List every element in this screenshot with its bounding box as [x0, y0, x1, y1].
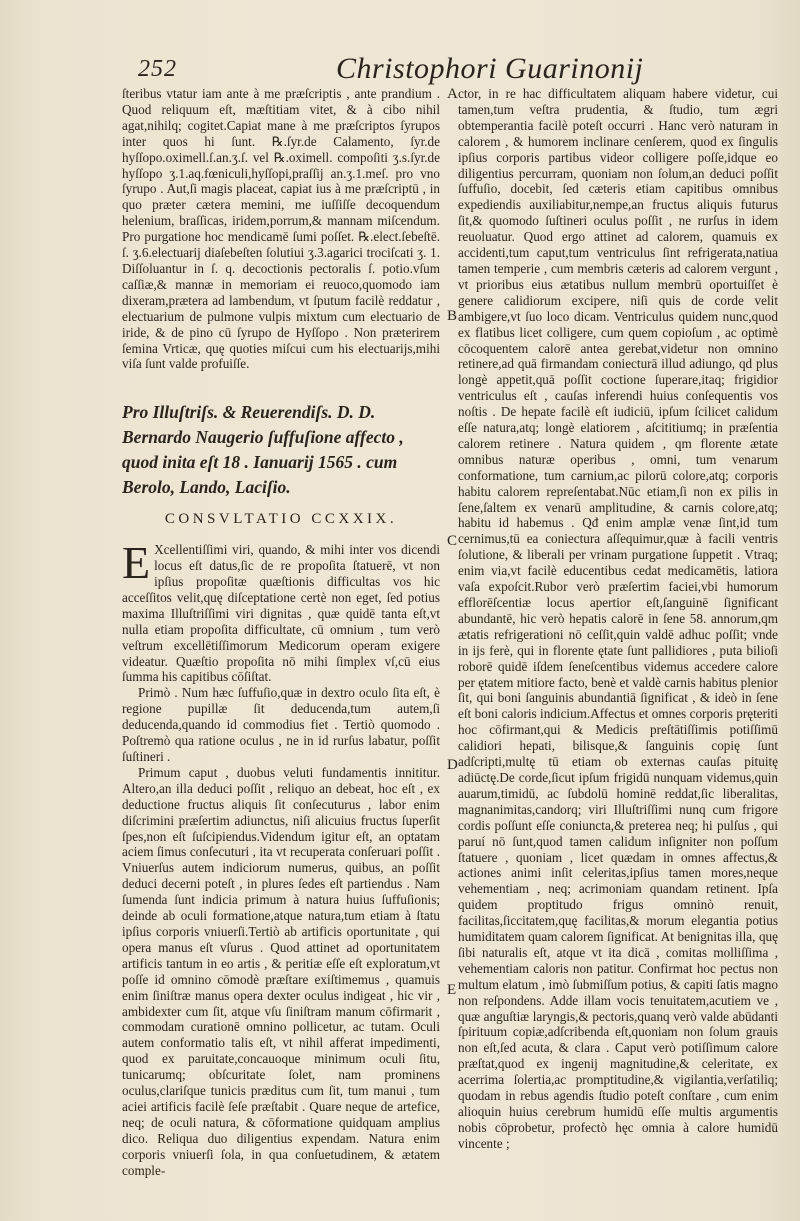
opening-text: Xcellentiſſimi viri, quando, & mihi inter vos dicendi locus eſt datus,ſic de re propoſita ſtatuerē, vt non ipſius propoſitæ quæſtionis difficultas vos hic acceſſitos velit,quę diſceptatione certè non eget, ſed potius maxima Illuſtriſſimi viri dignitas , quæ quidē tanta eſt,vt nulla etiam propoſita difficultate, cū omnium , tum verò veſtrum excellētiſſimorum Medicorum operam exigere videatur. Quæſtio propoſita nō mihi ſimplex vſ,cū eius ſumma his capitibus cōſiſtat.: [122, 542, 440, 685]
margin-letter-a: A: [447, 86, 458, 102]
page-number: 252: [138, 56, 177, 82]
opening-paragraph: [122, 537, 440, 685]
consultation-heading: CONSVLTATIO CCXXIX.: [164, 511, 398, 528]
page-header: [130, 52, 644, 88]
drop-cap: E: [122, 537, 151, 589]
prescription-paragraph: ſteribus vtatur iam ante à me præſcriptis , ante prandium . Quod reliquum eſt, mæſtitiam vitet, & à cibo nihil agat,nihilq; cogitet.Capiat mane à me præſcriptos ſyrupos inter quos hi ſunt. ℞.ſyr.de Calamento, ſyr.de hyſſopo.oximell.ſ.an.ʒ.ſ. vel ℞.oximell. compoſiti ʒ.s.ſyr.de hyſſopo ʒ.1.aq.fœniculi,hyſſopi,praſſij an.ʒ.1.meſ. pro vno ſyrupo . Aut,ſi magis placeat, capiat ius à me præſcriptū , in quo præter cætera memini, me iuſſiſſe decoquendum helenium, braſſicas, iridem,porrum,& mannam miſcendum. Pro purgatione hoc mendicamē ſumi poſſet. ℞.elect.ſebeſtē. ſ. ʒ.6.electuarij diaſebeſten ſolutiui ʒ.3.agarici trociſcati ʒ. 1. Diſſoluantur in ſ. q. decoctionis pectoralis ſ. potio.vſum caſſiæ,& mannæ in memoriam ei reuoco,quomodo iam dixeram,prætera ad lambendum, vt ſputum facilè reddatur , electuarium de pulmone vulpis mixtum cum electuario de iride, & de pino cū ſyrupo de Hyſſopo . Non præterirem ſemina Vrticæ, quę quoties miſcui cum his electuarijs,mihi viſa ſunt valde profuiſſe.: [122, 86, 440, 372]
margin-letter-e: E: [447, 982, 457, 998]
margin-letter-b: B: [447, 308, 458, 324]
case-title: Pro Illuſtriſs. & Reuerendiſs. D. D. Bernardo Naugerio ſuffuſione affecto , quod inita eſt 18 . Ianuarij 1565 . cum Berolo, Lando, Laciſio.: [122, 402, 404, 498]
left-column: [122, 86, 440, 1178]
nature-paragraph: ctor, in re hac difficultatem aliquam habere videtur, cui tamen,tum veſtra prudentia, & ſtudio, tum ægri obtemperantia facilè poteſt occurri . Hanc verò naturam in calorem , & humorem inclinare cenſerem, quod ex ſingulis ipſius corporis partibus videor colligere poſſe,idque eo diligentius percurram, quoniam non ſolum,an deduci poſſit ſuffuſio, docebit, ſed cæteris etiam capitibus omnibus expediendis auxiliabitur,nempe,an fructus aliquis futurus ſit,& quomodo ſuſtineri oculus poſſit , ne rurſus in idem reuoluatur. Quod ergo attinet ad calorem, quamuis ex accidenti,tum caput,tum ventriculus ſint refrigerata,natiua tamen temperie , cum membris cæteris ad calorem vergunt , vt prioribus eius ætatibus nullum membrū oportuiſſet è genere calidiorum excipere, niſi quis de corde velit ambigere,vt ſuo loco dicam. Ventriculus quidem nunc,quod ex flatibus licet colligere, cum quem copioſum , ac optimè cōcoquentem calorē antea gerebat,videtur non omnino retinere,ad quā firmandam coniecturā illud adiungo, qd plus longè appetit,quā poſſit coctione ſuperare,itaq; frigidior ventriculus eſt , cauſas inferendi huius conſequentis vos noſtis . De hepate facilè eſt iudiciū, ipſum ſcilicet calidum eſſe natura,atq; longè elatiorem , aſcititiumq; in præſentia calorem retinere . Natura quidem , qm florente ætate omnibus naturæ operibus , omni, tum venarum conformatione, tum carnium,ac pilorū colore,atq; corporis habitu calorem repreſentabat.Nūc etiam,ſi non ex pilis in ſene,ſaltem ex venarū amplitudine, & carnis colore,atq; habitu id habemus . Qđ enim amplæ venæ ſint,id tum cernimus,tū ea coniectura aſſequimur,quæ à facili ventris ſolutione, & liberali per vrinam purgatione ſuppetit . Vtraq; enim via,vt facilè educentibus cedat medicamētis, latiora vaſa expoſcit.Rubor verò præſertim faciei,vbi humorum efflorēſcentiæ locus apertior eſt,ſanguinē ſignificant abundantē, hic verò hepatis calorē in ſene 58. annorum,qm ætatis refrigerationi nō ceſſit,quin valdē adhuc poſſit; vnde in ijs ferè, qui in florente ętate ſunt pallidiores , puta bilioſi roborē quidē iſdem ſeneſcentibus videmus accedere calore per ętatem mitiore facto, benè et valdè carnis habitus plenior ſit, qui boni ſanguinis abundantiā ſignificat , & ideò in ſene eſt boni caloris indicium.Affectus et omnes corporis pręteriti hoc cōfirmant,qui & Medicis preſtātiſſimis potiſſimū calidiori hepati, bilisque,& ſanguinis copię ſunt adſcripti,multę tū etiam ob externas cauſas pituitę adiūctę.De corde,ſicut ipſum frigidū nunquam videmus,quin auarum,timidū, ac ſubdolū hominē reddat,ſic liberalitas, magnanimitas,candorq; viri Illuſtriſſimi nunq cum frigore cordis poſſunt eſſe coniuncta,& preterea neq; hi pulſus , qui paruí nō ſunt,quod tamen calidum inſigniter non poſſum ſtatuere , quoniam , licet quædam in omnes affectus,& actiones animi inſit celeritas,ipſius tamen mores,neque vehementiam , neq; acrimoniam quandam retinent. Ipſa quidem proptitudo frigus omninò renuit, facilitas,ſiccitatem,quę facilitas,& morum elegantia potius humiditatem quam calorem ſignificat. At benignitas illa, quę ſibi naturalis eſt, atque vt ita dicā , comitas molliſſima , vehementiam caloris non patitur. Confirmat hoc pectus non multum elatum , imò ſubmiſſum potius, & capiti ſatis magno non reſpondens. Adde illam vocis tenuitatem,acutiem ve , quæ anguſtiæ laryngis,& pectoris,quanq verò valde abūdanti ſpirituum copiæ,adſcribenda eſt,quoniam non ſolum grauis non eſt,ſed acuta, & clara . Caput verò potiſſimum calore præſtat,quod ex ingenij magnitudine,& celeritate, ex acerrima ſolertia,ac promptitudine,& vigilantia,verſatiliq; quodam in rebus agendis ſtudio poteſt conſtare , cum enim alioquin huius cerebrum humidū eſſe multis argumentis nobis cōprobetur, profectò hęc omnia à calore humidū vincente ;: [458, 86, 778, 1151]
questions-paragraph: Primò . Num hæc ſuffuſio,quæ in dextro oculo ſita eſt, è regione pupillæ ſit deducenda,tum autem,ſi deducenda,quando id commodius fiet . Tertiò quomodo . Poſtremò qua ratione oculus , ne in id rurſus labatur, poſſit ſuſtineri .: [122, 685, 440, 764]
right-column: [458, 86, 778, 1152]
first-head-paragraph: Primum caput , duobus veluti fundamentis innititur. Altero,an illa deduci poſſit , reliquo an debeat, hoc eſt , ex deductione fructus aliquis ſit conſecuturus , labor enim diſcrimini præſertim adiunctus, niſi alicuius fructus ſuperſit ſpes,non eſt ſuſcipiendus.Videndum igitur eſt, an optatam aciem ſimus conſecuturi , ita vt recuperata conſeruari poſſit . Vniuerſus autem indiciorum numerus, quibus, an poſſit deduci decerni poteſt , in plures ſedes eſt partiendus . Nam ſumenda ſunt indicia primum à natura huius ſuffuſionis; deinde ab oculi formatione,atque natura,tum etiam à ſtatu ipſius corporis vniuerſi.Tertiò ab artificis oportunitate , qui opera manus eſt vſurus . Quod attinet ad oportunitatem artificis tantum in eo artis , & peritiæ eſſe eſt exploratum,vt poſſe id omnino cōmodè præſtare exiſtimemus , quamuis enim ſiniſtræ manus opera dexter oculus indigeat , hic vir , ambidexter cum ſit, atque vſu ſiniſtram manum cōfirmarit , commodam curationē omnino pollicetur, ac tutam. Oculi autem conformatio talis eſt, vt nihil afferat impedimenti, quod ex paruitate,concauoque minimum oculi ſitu, tunicarumq; obſcuritate ſolet, nam prominens oculus,clariſque tunicis præditus cum ſit, tum manui , tum aciei artificis facilè ſeſe præſtabit . Quare neque de artefice, neq; de oculi natura, & cōformatione quidquam amplius dico. Reliqua duo diligentius expendam. Natura enim corporis vniuerſi ſola, in qua conſuetudinem, & ætatem comple-: [122, 764, 440, 1178]
margin-letter-c: C: [447, 533, 458, 549]
running-head: Christophori Guarinonij: [336, 52, 644, 85]
margin-letter-d: D: [447, 757, 458, 773]
